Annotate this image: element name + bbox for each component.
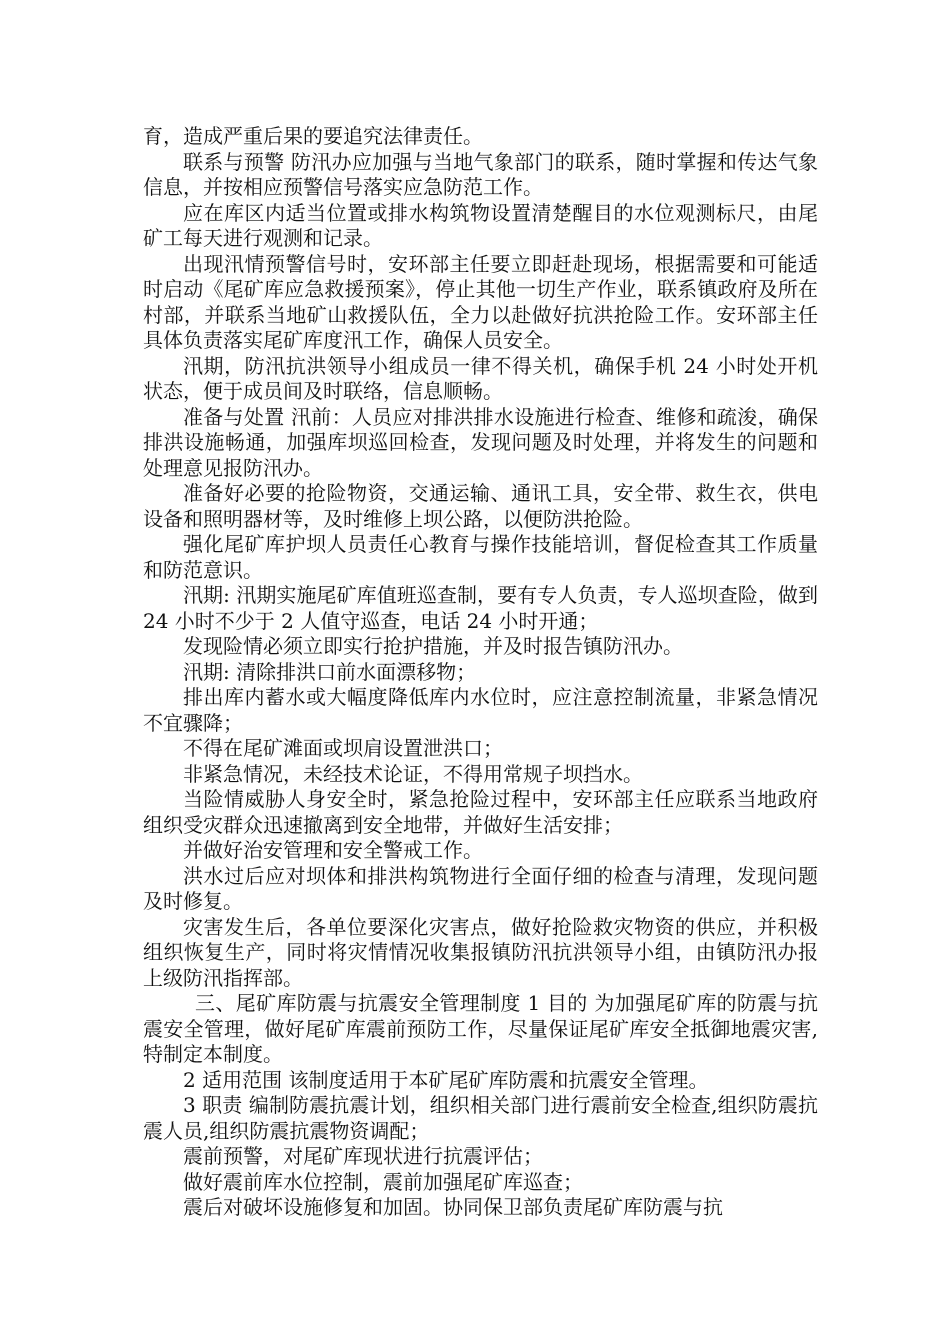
paragraph: 育，造成严重后果的要追究法律责任。: [143, 124, 483, 148]
paragraph: 2 适用范围 该制度适用于本矿尾矿库防震和抗震安全管理。: [183, 1067, 709, 1092]
paragraph: 不得在尾矿滩面或坝肩设置泄洪口；: [183, 736, 503, 760]
paragraph: 强化尾矿库护坝人员责任心教育与操作技能培训，督促检查其工作质量和防范意识。: [143, 532, 818, 582]
document-body: [143, 124, 818, 1221]
paragraph: 并做好治安管理和安全警戒工作。: [183, 838, 483, 862]
paragraph: 准备好必要的抢险物资，交通运输、通讯工具，安全带、救生衣，供电设备和照明器材等，及时维修上坝公路，以便防洪抢险。: [143, 481, 818, 531]
paragraph: 排出库内蓄水或大幅度降低库内水位时，应注意控制流量，非紧急情况不宜骤降；: [143, 685, 818, 735]
paragraph: 洪水过后应对坝体和排洪构筑物进行全面仔细的检查与清理，发现问题及时修复。: [143, 863, 818, 913]
paragraph: 震前预警，对尾矿库现状进行抗震评估；: [183, 1144, 543, 1168]
paragraph: 应在库区内适当位置或排水构筑物设置清楚醒目的水位观测标尺，由尾矿工每天进行观测和记录。: [143, 200, 818, 250]
paragraph: 准备与处置 汛前：人员应对排洪排水设施进行检查、维修和疏浚，确保排洪设施畅通，加强库坝巡回检查，发现问题及时处理，并将发生的问题和处理意见报防汛办。: [143, 404, 818, 480]
paragraph: 灾害发生后，各单位要深化灾害点，做好抢险救灾物资的供应，并积极组织恢复生产，同时将灾情情况收集报镇防汛抗洪领导小组，由镇防汛办报上级防汛指挥部。: [143, 914, 818, 990]
paragraph: 汛期: 清除排洪口前水面漂移物；: [183, 659, 477, 684]
paragraph: 汛期: 汛期实施尾矿库值班巡查制，要有专人负责，专人巡坝查险，做到 24 小时不少于 2 人值守巡查，电话 24 小时开通；: [143, 583, 818, 633]
paragraph: 出现汛情预警信号时，安环部主任要立即赶赴现场，根据需要和可能适时启动《尾矿库应急救援预案》，停止其他一切生产作业，联系镇政府及所在村部，并联系当地矿山救援队伍，全力以赴做好抗洪抢险工作。安环部主任具体负责落实尾矿库度汛工作，确保人员安全。: [143, 251, 818, 352]
section-heading-paragraph: 三、尾矿库防震与抗震安全管理制度 1 目的 为加强尾矿库的防震与抗震安全管理，做好尾矿库震前预防工作，尽量保证尾矿库安全抵御地震灾害,特制定本制度。: [143, 991, 818, 1066]
paragraph: 当险情威胁人身安全时，紧急抢险过程中，安环部主任应联系当地政府组织受灾群众迅速撤离到安全地带，并做好生活安排；: [143, 787, 818, 837]
paragraph: 做好震前库水位控制，震前加强尾矿库巡查；: [183, 1169, 583, 1194]
paragraph: 联系与预警 防汛办应加强与当地气象部门的联系，随时掌握和传达气象信息，并按相应预警信号落实应急防范工作。: [143, 149, 818, 199]
paragraph: 非紧急情况，未经技术论证，不得用常规子坝挡水。: [183, 761, 643, 786]
paragraph: 震后对破坏设施修复和加固。协同保卫部负责尾矿库防震与抗: [183, 1195, 723, 1219]
paragraph: 发现险情必须立即实行抢护措施，并及时报告镇防汛办。: [183, 634, 683, 658]
paragraph: 3 职责 编制防震抗震计划，组织相关部门进行震前安全检查,组织防震抗震人员,组织防震抗震物资调配；: [143, 1093, 818, 1143]
paragraph: 汛期，防汛抗洪领导小组成员一律不得关机，确保手机 24 小时处开机状态，便于成员间及时联络，信息顺畅。: [143, 353, 818, 403]
